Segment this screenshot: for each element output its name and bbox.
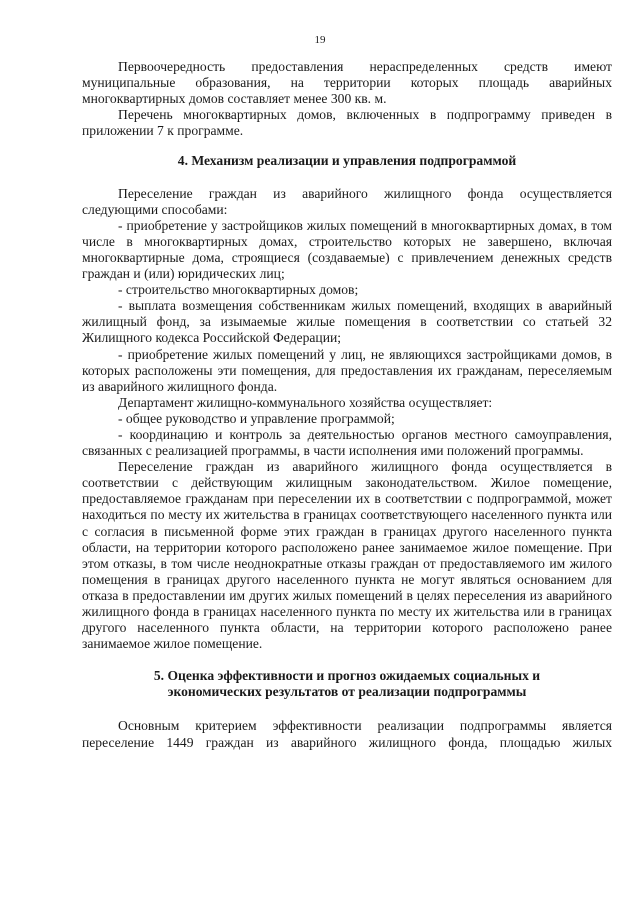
- section-4-intro: Переселение граждан из аварийного жилищного фонда осуществляется следующими способами:: [82, 185, 612, 217]
- method-item: - выплата возмещения собственникам жилых помещений, входящих в аварийный жилищный фонд, за изымаемые жилые помещения в соответствии со статьей 32 Жилищного кодекса Российской Федерации;: [82, 298, 612, 346]
- department-item: - общее руководство и управление программой;: [118, 410, 395, 426]
- section-5-heading: [82, 668, 612, 700]
- method-item: - приобретение у застройщиков жилых помещений в многоквартирных домах, в том числе в многоквартирных домах, строительство которых не завершено, включая многоквартирные дома, строящиеся (создаваемые) с привлечением денежных средств граждан и (или) юридических лиц;: [82, 217, 612, 282]
- method-item: - приобретение жилых помещений у лиц, не являющихся застройщиками домов, в которых расположены эти помещения, для предоставления их гражданам, переселяемым из аварийного жилищного фонда.: [82, 346, 612, 394]
- resettlement-paragraph: Переселение граждан из аварийного жилищного фонда осуществляется в соответствии с действующим жилищным законодательством. Жилое помещение, предоставляемое гражданам при переселении их в соответствии с подпрограммой, может находиться по месту их жительства в границах соответствующего населенного пункта или с согласия в письменной форме этих граждан в границах другого населенного пункта области, на территории которого расположено ранее занимаемое жилое помещение. При этом отказы, в том числе неоднократные отказы граждан от предоставляемого им жилого помещения в границах другого населенного пункта не могут являться основанием для отказа в предоставлении им других жилых помещений в целях переселения из аварийного жилищного фонда в границах населенного пункта по месту их жительства или в границах другого населенного пункта области, на территории которого расположено ранее занимаемое жилое помещение.: [82, 459, 612, 652]
- section-4-heading: 4. Механизм реализации и управления подпрограммой: [177, 153, 517, 169]
- section-5-heading-line-2: экономических результатов от реализации подпрограммы: [167, 684, 527, 700]
- document-body: [82, 59, 612, 751]
- department-intro: Департамент жилищно-коммунального хозяйства осуществляет:: [118, 394, 493, 410]
- paragraph-priority: Первоочередность предоставления нераспределенных средств имеют муниципальные образования, на территории которых площадь аварийных многоквартирных домов составляет менее 300 кв. м.: [82, 59, 612, 107]
- department-item: - координацию и контроль за деятельностью органов местного самоуправления, связанных с реализацией программы, в части исполнения ими положений программы.: [82, 426, 612, 459]
- section-5-paragraph: Основным критерием эффективности реализации подпрограммы является переселение 1449 граждан из аварийного жилищного фонда, площадью жилых: [82, 718, 612, 750]
- paragraph-building-list: Перечень многоквартирных домов, включенных в подпрограмму приведен в приложении 7 к программе.: [82, 107, 612, 139]
- section-5-heading-line-1: 5. Оценка эффективности и прогноз ожидаемых социальных и: [153, 668, 541, 684]
- page-number: 19: [314, 34, 326, 46]
- method-item: - строительство многоквартирных домов;: [118, 282, 359, 298]
